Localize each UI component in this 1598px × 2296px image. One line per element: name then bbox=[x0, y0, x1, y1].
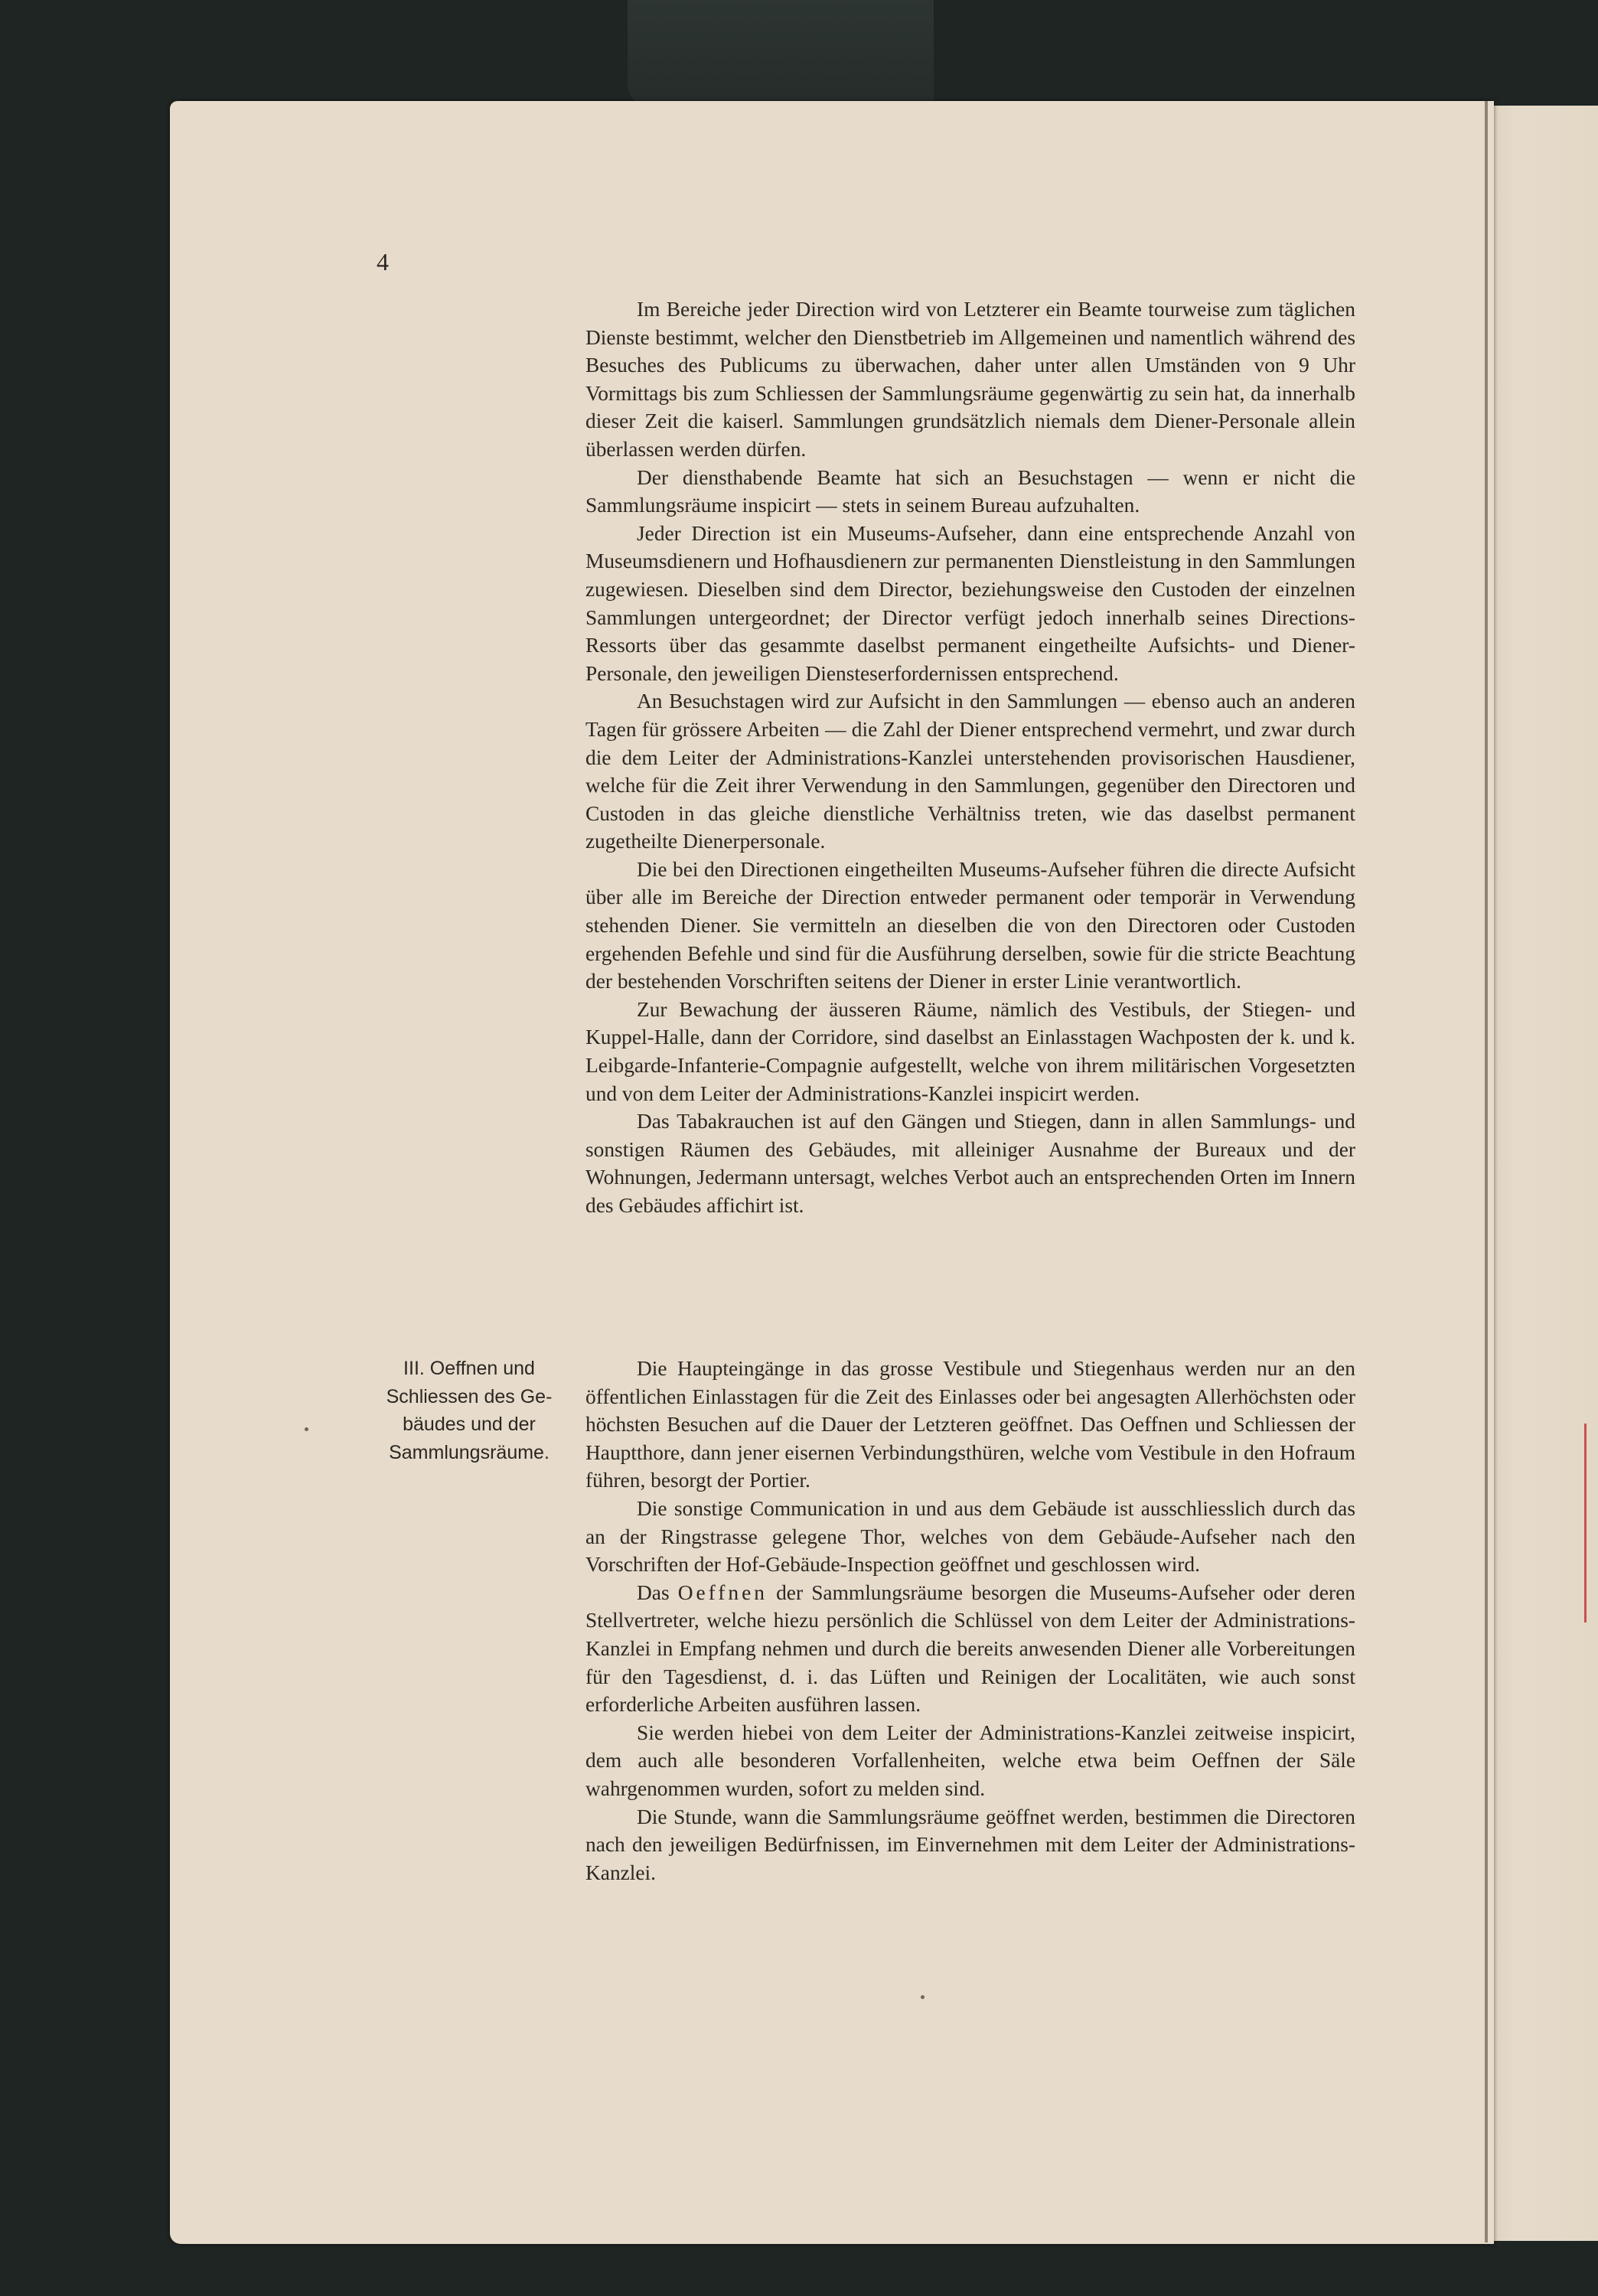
emphasized-word: Oeffnen bbox=[677, 1580, 768, 1604]
paragraph: Die Haupteingänge in das grosse Vestibule und Stiegenhaus werden nur an den öffentlichen Einlasstagen für die Zeit des Einlasses oder bei angesagten Allerhöchsten oder höchsten Besuchen auf die Dauer der Letzteren geöffnet. Das Oeffnen und Schliessen der Hauptthore, dann jener eisernen Verbindungsthüren, welche vom Vestibule in den Hofraum führen, besorgt der Portier. bbox=[585, 1357, 1355, 1492]
paragraph: Jeder Direction ist ein Museums-Aufseher, dann eine entsprechende Anzahl von Museumsdienern und Hofhausdienern zur permanenten Dienstleistung in den Sammlungen zugewiesen. Dieselben sind dem Director, beziehungsweise den Custoden der einzelnen Sammlungen untergeordnet; der Director verfügt jedoch innerhalb seines Directions-Ressorts über das gesammte daselbst permanent eingetheilte Aufsichts- und Diener-Personale, den jeweiligen Diensteserfordernissen entsprechend. bbox=[585, 521, 1355, 685]
paragraph: Das Tabakrauchen ist auf den Gängen und Stiegen, dann in allen Sammlungs- und sonstigen Räumen des Gebäudes, mit alleiniger Ausnahme der Bureaux und der Wohnungen, Jedermann untersagt, welches Verbot auch an entsprechenden Orten im Innern des Gebäudes affichirt ist. bbox=[585, 1110, 1355, 1217]
section-two-text bbox=[585, 1355, 1355, 1887]
paragraph: An Besuchstagen wird zur Aufsicht in den Sammlungen — ebenso auch an anderen Tagen für grössere Arbeiten — die Zahl der Diener entsprechend vermehrt, und zwar durch die dem Leiter der Administrations-Kanzlei unterstehenden provisorischen Hausdiener, welche für die Zeit ihrer Verwendung in den Sammlungen, gegenüber den Directoren und Custoden in das gleiche dienstliche Verhältniss treten, wie das daselbst permanent zugetheilte Dienerpersonale. bbox=[585, 690, 1355, 853]
paragraph-rest: der Sammlungsräume besorgen die Museums-Aufseher oder deren Stellvertreter, welche hiezu persönlich die Schlüssel von dem Leiter der Administrations-Kanzlei in Empfang nehmen und durch die bereits anwesenden Diener alle Vorbereitungen für den Tagesdienst, d. i. das Lüften und Reinigen der Localitäten, wie auch sonst erforderliche Arbeiten ausführen lassen. bbox=[585, 1580, 1355, 1717]
paragraph: Im Bereiche jeder Direction wird von Letzterer ein Beamte tourweise zum täglichen Dienste bestimmt, welcher den Dienstbetrieb im Allgemeinen und namentlich während des Besuches des Publicums zu überwachen, daher unter allen Umständen von 9 Uhr Vormittags bis zum Schliessen der Sammlungsräume gegenwärtig zu sein hat, da innerhalb dieser Zeit die kaiserl. Sammlungen grundsätzlich niemals dem Diener-Personale allein überlassen werden dürfen. bbox=[585, 298, 1355, 461]
paragraph bbox=[585, 1579, 1355, 1719]
paragraph: Die bei den Directionen eingetheilten Museums-Aufseher führen die directe Aufsicht über alle im Bereiche der Direction entweder permanent oder temporär in Verwendung stehenden Diener. Sie vermitteln an dieselben die von den Directoren oder Custoden ergehenden Befehle und sind für die Ausführung derselben, sowie für die stricte Beachtung der bestehenden Vorschriften seitens der Diener in erster Linie verantwortlich. bbox=[585, 857, 1355, 993]
paragraph: Der diensthabende Beamte hat sich an Besuchstagen — wenn er nicht die Sammlungsräume inspicirt — stets in seinem Bureau aufzuhalten. bbox=[585, 465, 1355, 517]
section-one-text bbox=[585, 295, 1355, 1220]
book-cover-corner bbox=[628, 0, 934, 107]
paragraph-start: Das bbox=[637, 1580, 678, 1604]
paragraph: Sie werden hiebei von dem Leiter der Administrations-Kanzlei zeitweise inspicirt, dem auch alle besonderen Vorfallenheiten, welche etwa beim Oeffnen der Säle wahrgenommen wurden, sofort zu melden sind. bbox=[585, 1720, 1355, 1800]
paragraph: Zur Bewachung der äusseren Räume, nämlich des Vestibuls, der Stiegen- und Kuppel-Halle, dann der Corridore, sind daselbst an Einlasstagen Wachposten der k. und k. Leibgarde-Infanterie-Compagnie aufgestellt, welche von ihrem militärischen Vorgesetzten und von dem Leiter der Administrations-Kanzlei inspicirt werden. bbox=[585, 997, 1355, 1105]
red-pencil-mark bbox=[1584, 1424, 1587, 1623]
paragraph: Die sonstige Communication in und aus dem Gebäude ist ausschliesslich durch das an der Ringstrasse gelegene Thor, welches von dem Gebäude-Aufseher nach den Vorschriften der Hof-Gebäude-Inspection geöffnet und geschlossen wird. bbox=[585, 1496, 1355, 1577]
facing-page-edge bbox=[1485, 106, 1598, 2241]
page-number: 4 bbox=[377, 248, 389, 276]
paragraph: Die Stunde, wann die Sammlungsräume geöffnet werden, bestimmen die Directoren nach den jeweiligen Bedürfnissen, im Einvernehmen mit dem Leiter der Administrations-Kanzlei. bbox=[585, 1805, 1355, 1884]
section-heading: III. Oeffnen und Schliessen des Gebäudes und der Sammlungsräume. bbox=[386, 1358, 553, 1463]
paper-speck bbox=[921, 1995, 925, 1999]
page-spine bbox=[1485, 101, 1488, 2242]
paper-speck bbox=[305, 1427, 308, 1431]
